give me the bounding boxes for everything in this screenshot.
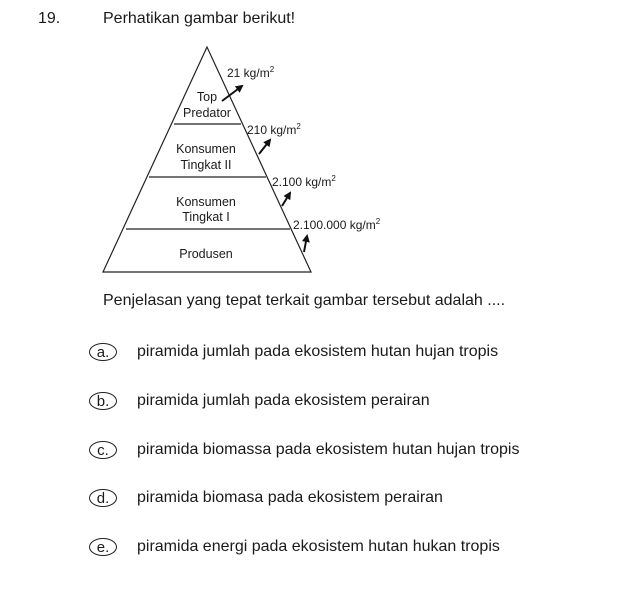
option-e[interactable] [89,534,500,560]
option-c-text: piramida biomassa pada ekosistem hutan hujan tropis [137,441,520,458]
option-c[interactable] [89,437,519,463]
option-a-text: piramida jumlah pada ekosistem hutan hujan tropis [137,343,499,360]
level-top-predator-line2: Predator [183,106,231,120]
level-konsumen-1-line2: Tingkat I [182,210,230,224]
value-2-number: 210 kg/m [247,123,297,137]
flow-arrow-1 [222,86,242,101]
option-b-text: piramida jumlah pada ekosistem perairan [137,392,430,409]
value-3-sup: 2 [331,174,336,183]
option-d-letter: d. [89,489,117,507]
option-e-text: piramida energi pada ekosistem hutan hukan tropis [137,538,500,555]
value-label-2 [247,122,301,137]
flow-arrow-2 [259,140,270,154]
value-label-4 [293,217,381,232]
option-b[interactable] [89,388,430,414]
value-label-1 [227,65,275,80]
value-1-number: 21 kg/m [227,66,270,80]
option-d[interactable] [89,485,443,511]
level-konsumen-2-line2: Tingkat II [180,158,232,172]
option-d-text: piramida biomasa pada ekosistem perairan [137,489,443,506]
flow-arrow-4 [304,236,307,252]
option-a-letter: a. [89,343,117,361]
option-a[interactable] [89,339,498,365]
value-4-number: 2.100.000 kg/m [293,218,376,232]
option-b-letter: b. [89,392,117,410]
value-4-sup: 2 [375,217,381,226]
flow-arrow-3 [282,193,290,206]
option-c-letter: c. [89,441,117,459]
level-top-predator-line1: Top [196,90,218,104]
question-number: 19. [38,10,61,27]
question-text: Perhatikan gambar berikut! [103,10,296,27]
option-e-letter: e. [89,538,117,556]
level-konsumen-1-line1: Konsumen [176,195,236,209]
value-label-3 [272,174,336,189]
value-3-number: 2.100 kg/m [272,175,332,189]
level-konsumen-2-line1: Konsumen [176,142,236,156]
value-1-sup: 2 [269,65,275,74]
ecological-pyramid [0,0,420,280]
question-prompt: Penjelasan yang tepat terkait gambar tersebut adalah .... [103,292,506,309]
value-2-sup: 2 [296,122,301,131]
level-produsen: Produsen [179,247,233,261]
